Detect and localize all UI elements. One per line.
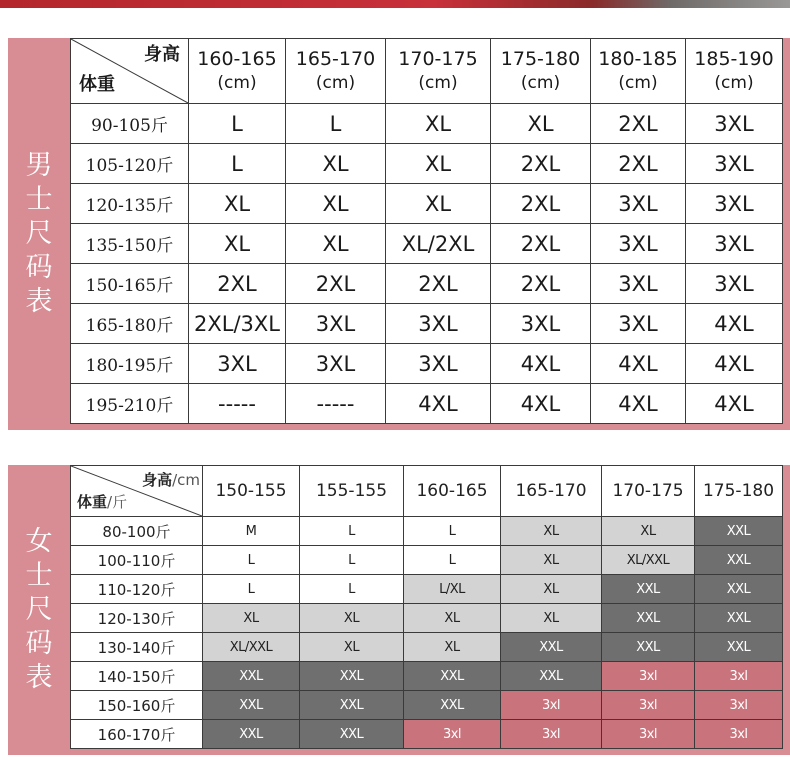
size-cell: 3XL xyxy=(686,104,783,144)
size-cell: 3XL xyxy=(591,224,686,264)
women-corner-cell xyxy=(71,466,203,517)
top-photo-strip xyxy=(0,0,790,8)
women-side-char: 码 xyxy=(25,628,53,659)
women-side-char: 表 xyxy=(25,662,53,693)
weight-range-cell: 140-150斤 xyxy=(71,662,203,691)
weight-range-cell: 150-165斤 xyxy=(71,264,189,304)
size-cell: 3xl xyxy=(501,691,602,720)
size-cell: XL xyxy=(602,517,695,546)
table-row xyxy=(71,633,783,662)
size-cell: 4XL xyxy=(491,344,591,384)
table-row xyxy=(71,264,783,304)
table-row xyxy=(71,575,783,604)
table-row xyxy=(71,604,783,633)
table-row xyxy=(71,184,783,224)
women-size-table xyxy=(70,465,783,749)
height-header: 150-155 xyxy=(203,466,300,517)
size-cell: XL xyxy=(286,184,386,224)
weight-range-cell: 135-150斤 xyxy=(71,224,189,264)
table-row xyxy=(71,720,783,749)
size-cell: XL/XXL xyxy=(602,546,695,575)
size-cell: XL xyxy=(501,604,602,633)
size-cell: 3XL xyxy=(286,344,386,384)
size-cell: XXL xyxy=(300,691,404,720)
size-cell: L xyxy=(189,144,286,184)
size-cell: XL xyxy=(404,633,501,662)
size-cell: 3xl xyxy=(602,662,695,691)
size-cell: XXL xyxy=(300,662,404,691)
weight-range-cell: 100-110斤 xyxy=(71,546,203,575)
size-cell: XL xyxy=(300,633,404,662)
size-cell: XXL xyxy=(695,517,783,546)
men-size-table xyxy=(70,38,783,424)
table-row xyxy=(71,384,783,424)
size-cell: XXL xyxy=(203,662,300,691)
size-cell: XL xyxy=(386,144,491,184)
size-cell: ----- xyxy=(286,384,386,424)
men-side-char: 码 xyxy=(25,252,53,283)
weight-range-cell: 180-195斤 xyxy=(71,344,189,384)
size-cell: XL xyxy=(404,604,501,633)
height-header: 185-190 (cm) xyxy=(686,39,783,104)
size-cell: XXL xyxy=(300,720,404,749)
size-cell: XXL xyxy=(602,633,695,662)
size-cell: XL xyxy=(300,604,404,633)
size-cell: 3xl xyxy=(602,720,695,749)
size-cell: XXL xyxy=(404,691,501,720)
size-cell: 4XL xyxy=(686,384,783,424)
size-cell: 2XL xyxy=(591,104,686,144)
size-cell: L xyxy=(300,517,404,546)
height-header: 180-185 (cm) xyxy=(591,39,686,104)
size-cell: 3xl xyxy=(695,691,783,720)
size-cell: 3XL xyxy=(591,304,686,344)
height-header-label: 身高/cm xyxy=(142,471,200,489)
size-cell: 3XL xyxy=(189,344,286,384)
size-cell: L xyxy=(300,575,404,604)
table-row xyxy=(71,691,783,720)
size-cell: XL xyxy=(491,104,591,144)
size-cell: 2XL xyxy=(189,264,286,304)
size-cell: XL xyxy=(386,104,491,144)
weight-header-label: 体重/斤 xyxy=(77,493,128,511)
table-row xyxy=(71,546,783,575)
size-cell: XL xyxy=(501,575,602,604)
height-header: 175-180 (cm) xyxy=(491,39,591,104)
size-cell: 4XL xyxy=(491,384,591,424)
size-cell: 4XL xyxy=(686,304,783,344)
size-cell: 2XL xyxy=(286,264,386,304)
size-cell: XL xyxy=(501,517,602,546)
size-cell: L xyxy=(404,517,501,546)
size-cell: 4XL xyxy=(686,344,783,384)
size-cell: XXL xyxy=(203,691,300,720)
size-cell: 3XL xyxy=(491,304,591,344)
size-cell: L xyxy=(189,104,286,144)
size-cell: L xyxy=(203,546,300,575)
size-cell: XL xyxy=(286,224,386,264)
men-header-row xyxy=(71,39,783,104)
size-cell: XXL xyxy=(602,604,695,633)
size-cell: L xyxy=(286,104,386,144)
table-row xyxy=(71,304,783,344)
height-header-label: 身高 xyxy=(144,44,180,65)
size-cell: ----- xyxy=(189,384,286,424)
weight-range-cell: 195-210斤 xyxy=(71,384,189,424)
size-cell: M xyxy=(203,517,300,546)
women-chart-side-label xyxy=(8,465,70,755)
size-cell: XL/XXL xyxy=(203,633,300,662)
weight-range-cell: 150-160斤 xyxy=(71,691,203,720)
weight-range-cell: 120-130斤 xyxy=(71,604,203,633)
men-side-char: 表 xyxy=(25,286,53,317)
weight-range-cell: 80-100斤 xyxy=(71,517,203,546)
size-cell: 2XL xyxy=(491,264,591,304)
size-cell: XXL xyxy=(501,633,602,662)
size-cell: XL/2XL xyxy=(386,224,491,264)
size-cell: 3XL xyxy=(591,264,686,304)
weight-range-cell: 105-120斤 xyxy=(71,144,189,184)
size-cell: 3xl xyxy=(695,720,783,749)
size-cell: XL xyxy=(286,144,386,184)
table-row xyxy=(71,104,783,144)
size-cell: 3xl xyxy=(602,691,695,720)
size-cell: XXL xyxy=(203,720,300,749)
weight-range-cell: 160-170斤 xyxy=(71,720,203,749)
size-cell: L xyxy=(203,575,300,604)
weight-range-cell: 165-180斤 xyxy=(71,304,189,344)
weight-range-cell: 90-105斤 xyxy=(71,104,189,144)
height-header: 160-165 (cm) xyxy=(189,39,286,104)
size-cell: 3xl xyxy=(695,662,783,691)
size-cell: XXL xyxy=(695,546,783,575)
women-side-char: 女 xyxy=(25,526,53,557)
women-header-row xyxy=(71,466,783,517)
size-cell: 3XL xyxy=(591,184,686,224)
size-cell: 2XL xyxy=(386,264,491,304)
table-row xyxy=(71,224,783,264)
men-side-char: 士 xyxy=(25,184,53,215)
height-header: 170-175 xyxy=(602,466,695,517)
table-row xyxy=(71,517,783,546)
size-cell: XXL xyxy=(404,662,501,691)
size-cell: 3XL xyxy=(686,264,783,304)
table-row xyxy=(71,144,783,184)
size-cell: 3XL xyxy=(686,144,783,184)
size-cell: 4XL xyxy=(591,384,686,424)
table-row xyxy=(71,344,783,384)
size-cell: 4XL xyxy=(591,344,686,384)
size-cell: 2XL/3XL xyxy=(189,304,286,344)
height-header: 160-165 xyxy=(404,466,501,517)
size-cell: XL xyxy=(501,546,602,575)
height-header: 165-170 xyxy=(501,466,602,517)
height-header: 155-155 xyxy=(300,466,404,517)
size-cell: 3XL xyxy=(686,184,783,224)
weight-header-label: 体重 xyxy=(79,74,115,95)
women-side-char: 士 xyxy=(25,560,53,591)
height-header: 165-170 (cm) xyxy=(286,39,386,104)
size-cell: 2XL xyxy=(591,144,686,184)
women-side-char: 尺 xyxy=(25,594,53,625)
size-cell: 2XL xyxy=(491,224,591,264)
size-cell: XL xyxy=(189,224,286,264)
men-side-char: 男 xyxy=(25,150,53,181)
size-cell: L xyxy=(300,546,404,575)
size-cell: 3XL xyxy=(386,344,491,384)
men-side-char: 尺 xyxy=(25,218,53,249)
size-cell: 3XL xyxy=(686,224,783,264)
size-cell: XXL xyxy=(695,633,783,662)
size-cell: XL xyxy=(189,184,286,224)
men-corner-cell xyxy=(71,39,189,104)
size-cell: 4XL xyxy=(386,384,491,424)
height-header: 170-175 (cm) xyxy=(386,39,491,104)
size-cell: 3XL xyxy=(286,304,386,344)
size-cell: 2XL xyxy=(491,144,591,184)
size-cell: L xyxy=(404,546,501,575)
men-chart-side-label xyxy=(8,38,70,430)
weight-range-cell: 130-140斤 xyxy=(71,633,203,662)
size-cell: 2XL xyxy=(491,184,591,224)
size-cell: XXL xyxy=(695,575,783,604)
size-cell: XXL xyxy=(501,662,602,691)
size-cell: XL xyxy=(203,604,300,633)
size-cell: XXL xyxy=(695,604,783,633)
table-row xyxy=(71,662,783,691)
size-cell: 3XL xyxy=(386,304,491,344)
size-cell: 3xl xyxy=(404,720,501,749)
size-cell: XL xyxy=(386,184,491,224)
size-cell: XXL xyxy=(602,575,695,604)
weight-range-cell: 120-135斤 xyxy=(71,184,189,224)
weight-range-cell: 110-120斤 xyxy=(71,575,203,604)
size-cell: 3xl xyxy=(501,720,602,749)
height-header: 175-180 xyxy=(695,466,783,517)
size-cell: L/XL xyxy=(404,575,501,604)
